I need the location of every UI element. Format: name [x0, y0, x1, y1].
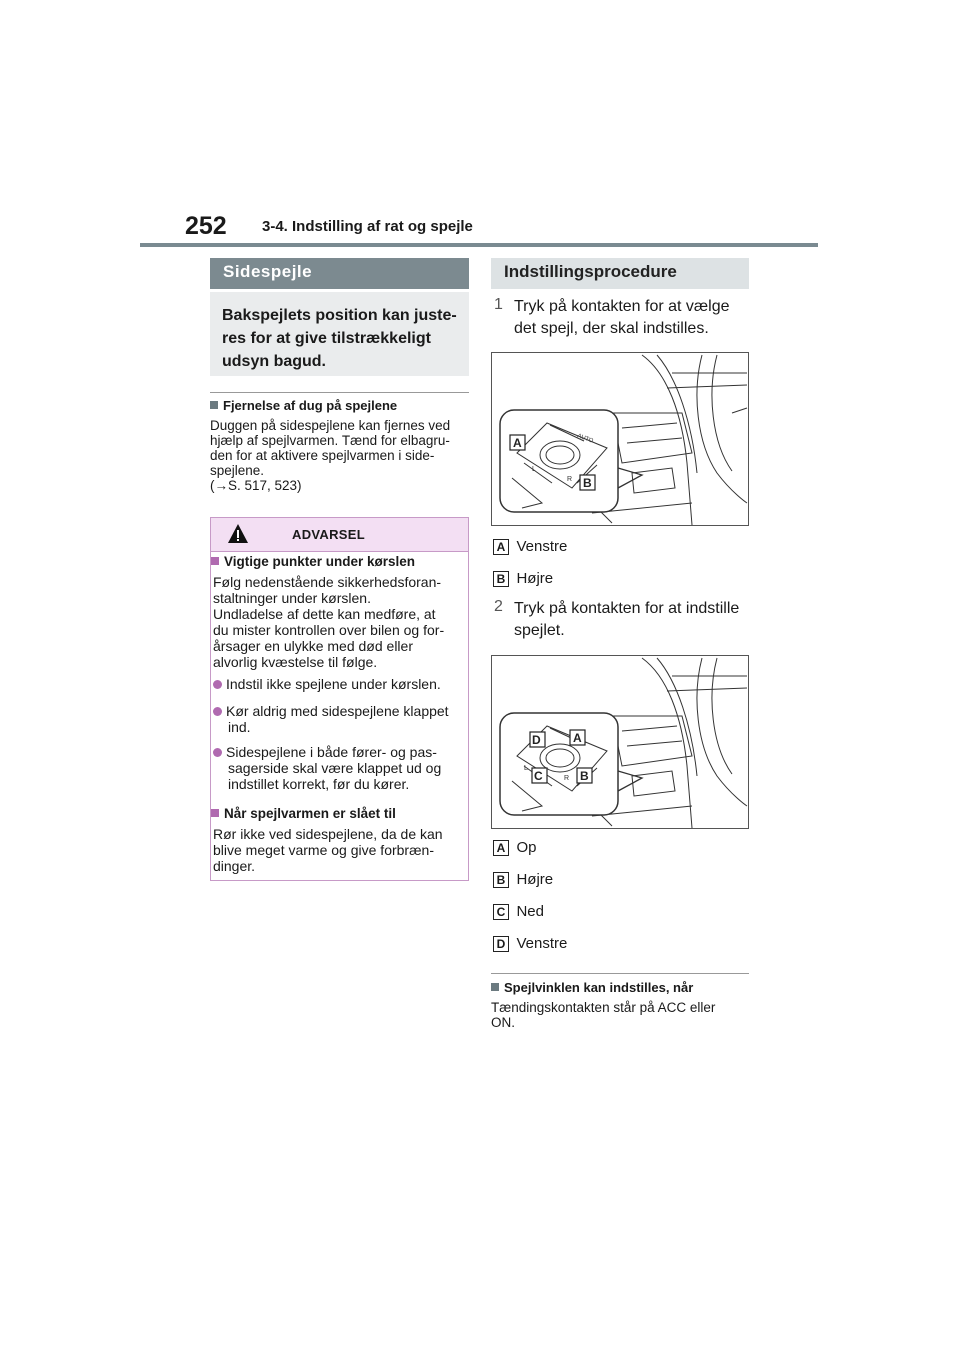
r-label: R: [564, 775, 570, 782]
bullet-dot-icon: [213, 680, 222, 689]
bullet-text: Kør aldrig med sidespejlene klappet: [226, 703, 449, 719]
divider: [210, 392, 469, 393]
text-line: du mister kontrollen over bilen og for-: [213, 622, 445, 638]
legend-key: A: [493, 840, 509, 856]
section-band-title: Indstillingsprocedure: [504, 262, 677, 281]
r-label: R: [567, 476, 573, 483]
warning-bullet: [213, 676, 468, 692]
legend-key: B: [493, 872, 509, 888]
mirror-switch-figure-adjust: [491, 655, 749, 829]
legend-text: Ned: [516, 903, 544, 920]
intro-box: [210, 292, 469, 376]
section-band-sidespejle: [210, 258, 469, 289]
mirror-switch-figure-select: [491, 352, 749, 526]
legend-text: Venstre: [516, 935, 568, 952]
legend-item: [493, 839, 536, 857]
bullet-text: sagerside skal være klappet ud og: [228, 760, 442, 776]
warning-bullet: [213, 703, 468, 735]
callout-c: C: [534, 769, 543, 783]
legend-text: Op: [516, 839, 537, 856]
text-line: Tændingskontakten står på ACC eller: [491, 1000, 716, 1015]
intro-line: udsyn bagud.: [222, 353, 326, 370]
intro-line: Bakspejlets position kan juste-: [222, 307, 457, 324]
warning-title: ADVARSEL: [292, 527, 365, 542]
legend-text: Højre: [516, 570, 554, 587]
subheading-text: Spejlvinklen kan indstilles, når: [504, 980, 694, 995]
callout-b: B: [583, 476, 592, 490]
warning-paragraph: [213, 826, 468, 874]
text-line: staltninger under kørslen.: [213, 590, 371, 606]
intro-line: res for at give tilstrækkeligt: [222, 330, 431, 347]
header-rule: [140, 243, 818, 247]
legend-key: C: [493, 904, 509, 920]
callout-b: B: [580, 769, 589, 783]
legend-item: [493, 570, 553, 588]
section-title: 3-4. Indstilling af rat og spejle: [262, 218, 473, 235]
bullet-text: Indstil ikke spejlene under kørslen.: [226, 676, 441, 692]
divider: [491, 973, 749, 974]
mirror-switch-illustration: [492, 353, 748, 525]
bullet-dot-icon: [213, 748, 222, 757]
text-line: Følg nedenstående sikkerhedsforan-: [213, 574, 442, 590]
warning-rule: [211, 551, 468, 552]
bullet-text: ind.: [228, 719, 251, 735]
text-line: spejlene.: [210, 463, 265, 478]
text-line: Duggen på sidespejlene kan fjernes ved: [210, 418, 451, 433]
text-line: Undladelse af dette kan medføre, at: [213, 606, 436, 622]
callout-a: A: [573, 731, 582, 745]
square-bullet-icon: [491, 983, 499, 991]
square-bullet-icon: [210, 401, 218, 409]
legend-key: A: [493, 539, 509, 555]
text-line: Rør ikke ved sidespejlene, da de kan: [213, 826, 443, 842]
text-line: (→S. 517, 523): [210, 478, 302, 493]
subheading-text: Når spejlvarmen er slået til: [224, 806, 396, 821]
defog-paragraph: [210, 418, 472, 493]
legend-text: Venstre: [516, 538, 568, 555]
step-number: 2: [494, 598, 503, 615]
section-band-title: Sidespejle: [223, 262, 313, 281]
text-line: årsager en ulykke med død eller: [213, 638, 413, 654]
section-band-procedure: [491, 258, 749, 289]
warning-paragraph: [213, 574, 468, 670]
subheading-defog: [210, 398, 397, 413]
step-text: [514, 296, 754, 340]
legend-key: D: [493, 936, 509, 952]
warning-subheading: [211, 554, 415, 569]
square-bullet-icon: [211, 809, 219, 817]
text-line: blive meget varme og give forbræn-: [213, 842, 434, 858]
text-line: ON.: [491, 1015, 516, 1030]
mirror-switch-illustration: [492, 656, 748, 828]
subheading-text: Fjernelse af dug på spejlene: [223, 398, 398, 413]
subheading-condition: [491, 980, 693, 995]
legend-text: Højre: [516, 871, 554, 888]
bullet-dot-icon: [213, 707, 222, 716]
legend-item: [493, 538, 567, 556]
warning-bullet: [213, 744, 468, 792]
text-line: spejlet.: [514, 622, 565, 639]
text-line: hjælp af spejlvarmen. Tænd for elbagru-: [210, 433, 450, 448]
square-bullet-icon: [211, 557, 219, 565]
text-line: dinger.: [213, 858, 256, 874]
text-line: Tryk på kontakten for at indstille: [514, 600, 740, 617]
text-line: den for at aktivere spejlvarmen i side-: [210, 448, 435, 463]
callout-d: D: [532, 733, 541, 747]
legend-item: [493, 935, 567, 953]
legend-item: [493, 871, 553, 889]
bullet-text: Sidespejlene i både fører- og pas-: [226, 744, 437, 760]
page-number: 252: [185, 212, 227, 240]
step-text: [514, 598, 754, 642]
l-label: L: [524, 765, 528, 772]
text-line: alvorlig kvæstelse til følge.: [213, 654, 378, 670]
warning-header: [211, 518, 468, 551]
auto-label: AUTO: [576, 433, 594, 445]
step-number: 1: [494, 296, 503, 313]
legend-key: B: [493, 571, 509, 587]
bullet-text: indstillet korrekt, før du kører.: [228, 776, 410, 792]
callout-a: A: [513, 436, 522, 450]
text-line: Tryk på kontakten for at vælge: [514, 298, 730, 315]
l-label: L: [532, 466, 536, 473]
legend-item: [493, 903, 544, 921]
condition-paragraph: [491, 1000, 753, 1030]
warning-triangle-icon: [227, 523, 249, 544]
text-line: det spejl, der skal indstilles.: [514, 320, 709, 337]
subheading-text: Vigtige punkter under kørslen: [224, 554, 416, 569]
warning-subheading: [211, 806, 396, 821]
warning-box: [210, 517, 469, 881]
